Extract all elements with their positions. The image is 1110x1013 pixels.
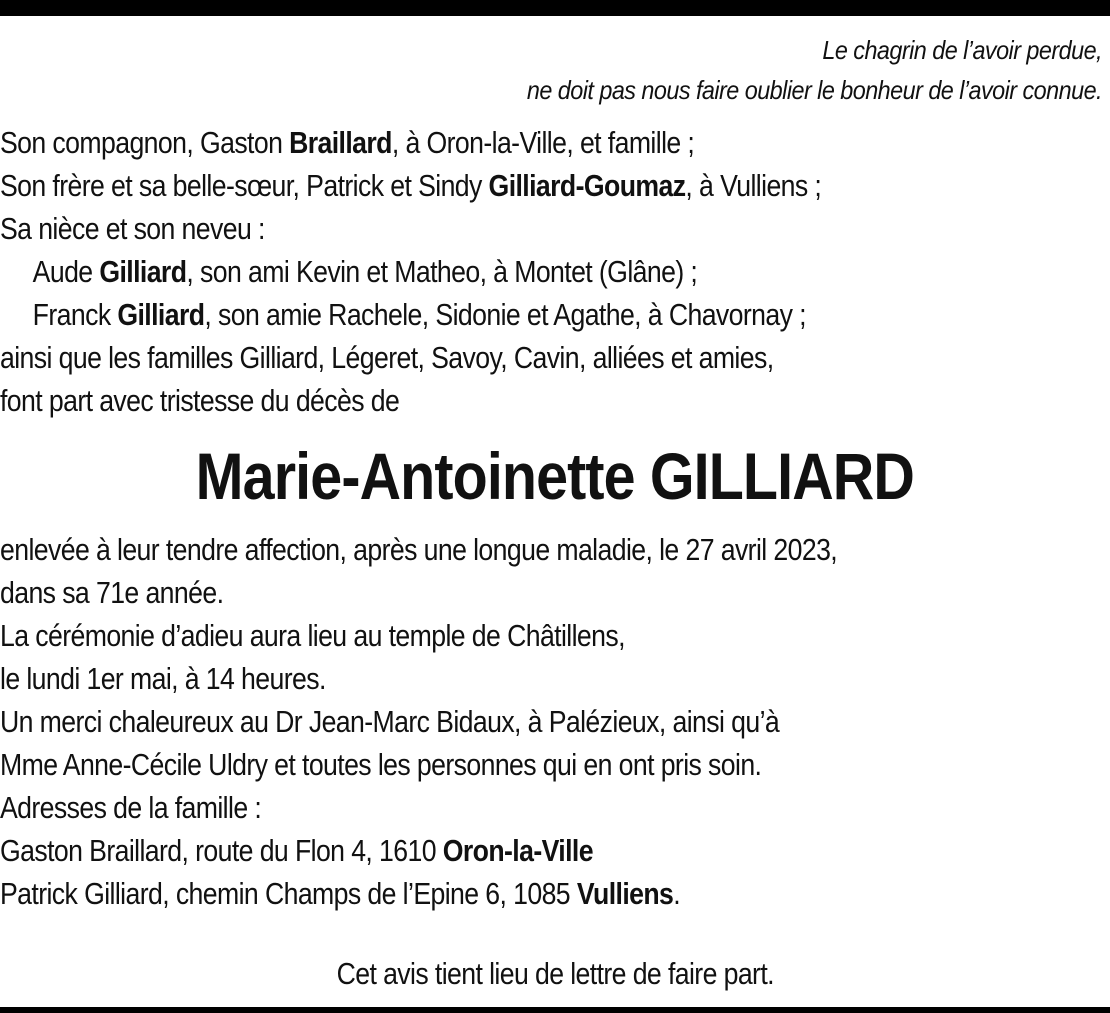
surname-braillard: Braillard [289, 125, 392, 160]
announce-line-6: ainsi que les familles Gilliard, Légeret, Savoy, Cavin, alliées et amies, [0, 340, 774, 375]
family-announcement [0, 121, 821, 422]
town-vulliens: Vulliens [576, 876, 674, 911]
announce-line-5: Franck Gilliard, son amie Rachele, Sidonie et Agathe, à Chavornay ; [32, 297, 806, 332]
details-line-3: La cérémonie d’adieu aura lieu au temple de Châtillens, [0, 618, 625, 653]
details-line-5: Un merci chaleureux au Dr Jean-Marc Bidaux, à Palézieux, ainsi qu’à [0, 704, 780, 739]
surname-gilliard: Gilliard [117, 297, 205, 332]
family-address-2: Patrick Gilliard, chemin Champs de l’Epine 6, 1085 Vulliens. [0, 876, 681, 911]
announce-line-3: Sa nièce et son neveu : [0, 211, 265, 246]
announce-line-7: font part avec tristesse du décès de [0, 383, 400, 418]
details-line-2: dans sa 71e année. [0, 575, 224, 610]
epigraph-quote [527, 30, 1102, 110]
announce-line-1: Son compagnon, Gaston Braillard, à Oron-la-Ville, et famille ; [0, 125, 695, 160]
announce-line-2: Son frère et sa belle-sœur, Patrick et Sindy Gilliard-Goumaz, à Vulliens ; [0, 168, 822, 203]
announce-line-4: Aude Gilliard, son ami Kevin et Matheo, à Montet (Glâne) ; [32, 254, 698, 289]
footer-note: Cet avis tient lieu de lettre de faire part. [336, 956, 774, 991]
quote-line-2: ne doit pas nous faire oublier le bonheur de l’avoir connue. [526, 75, 1102, 105]
details-line-4: le lundi 1er mai, à 14 heures. [0, 661, 326, 696]
details-line-1: enlevée à leur tendre affection, après une longue maladie, le 27 avril 2023, [0, 532, 838, 567]
town-oron-la-ville: Oron-la-Ville [442, 833, 593, 868]
family-address-1: Gaston Braillard, route du Flon 4, 1610 Oron-la-Ville [0, 833, 593, 868]
bottom-border-rule [0, 1007, 1110, 1013]
surname-gilliard-goumaz: Gilliard-Goumaz [488, 168, 686, 203]
details-line-7: Adresses de la famille : [0, 790, 262, 825]
ceremony-details [0, 528, 837, 915]
surname-gilliard: Gilliard [99, 254, 187, 289]
deceased-name-heading: Marie-Antoinette GILLIARD [195, 439, 915, 513]
quote-line-1: Le chagrin de l’avoir perdue, [822, 35, 1102, 65]
details-line-6: Mme Anne-Cécile Uldry et toutes les personnes qui en ont pris soin. [0, 747, 762, 782]
top-border-rule [0, 0, 1110, 16]
